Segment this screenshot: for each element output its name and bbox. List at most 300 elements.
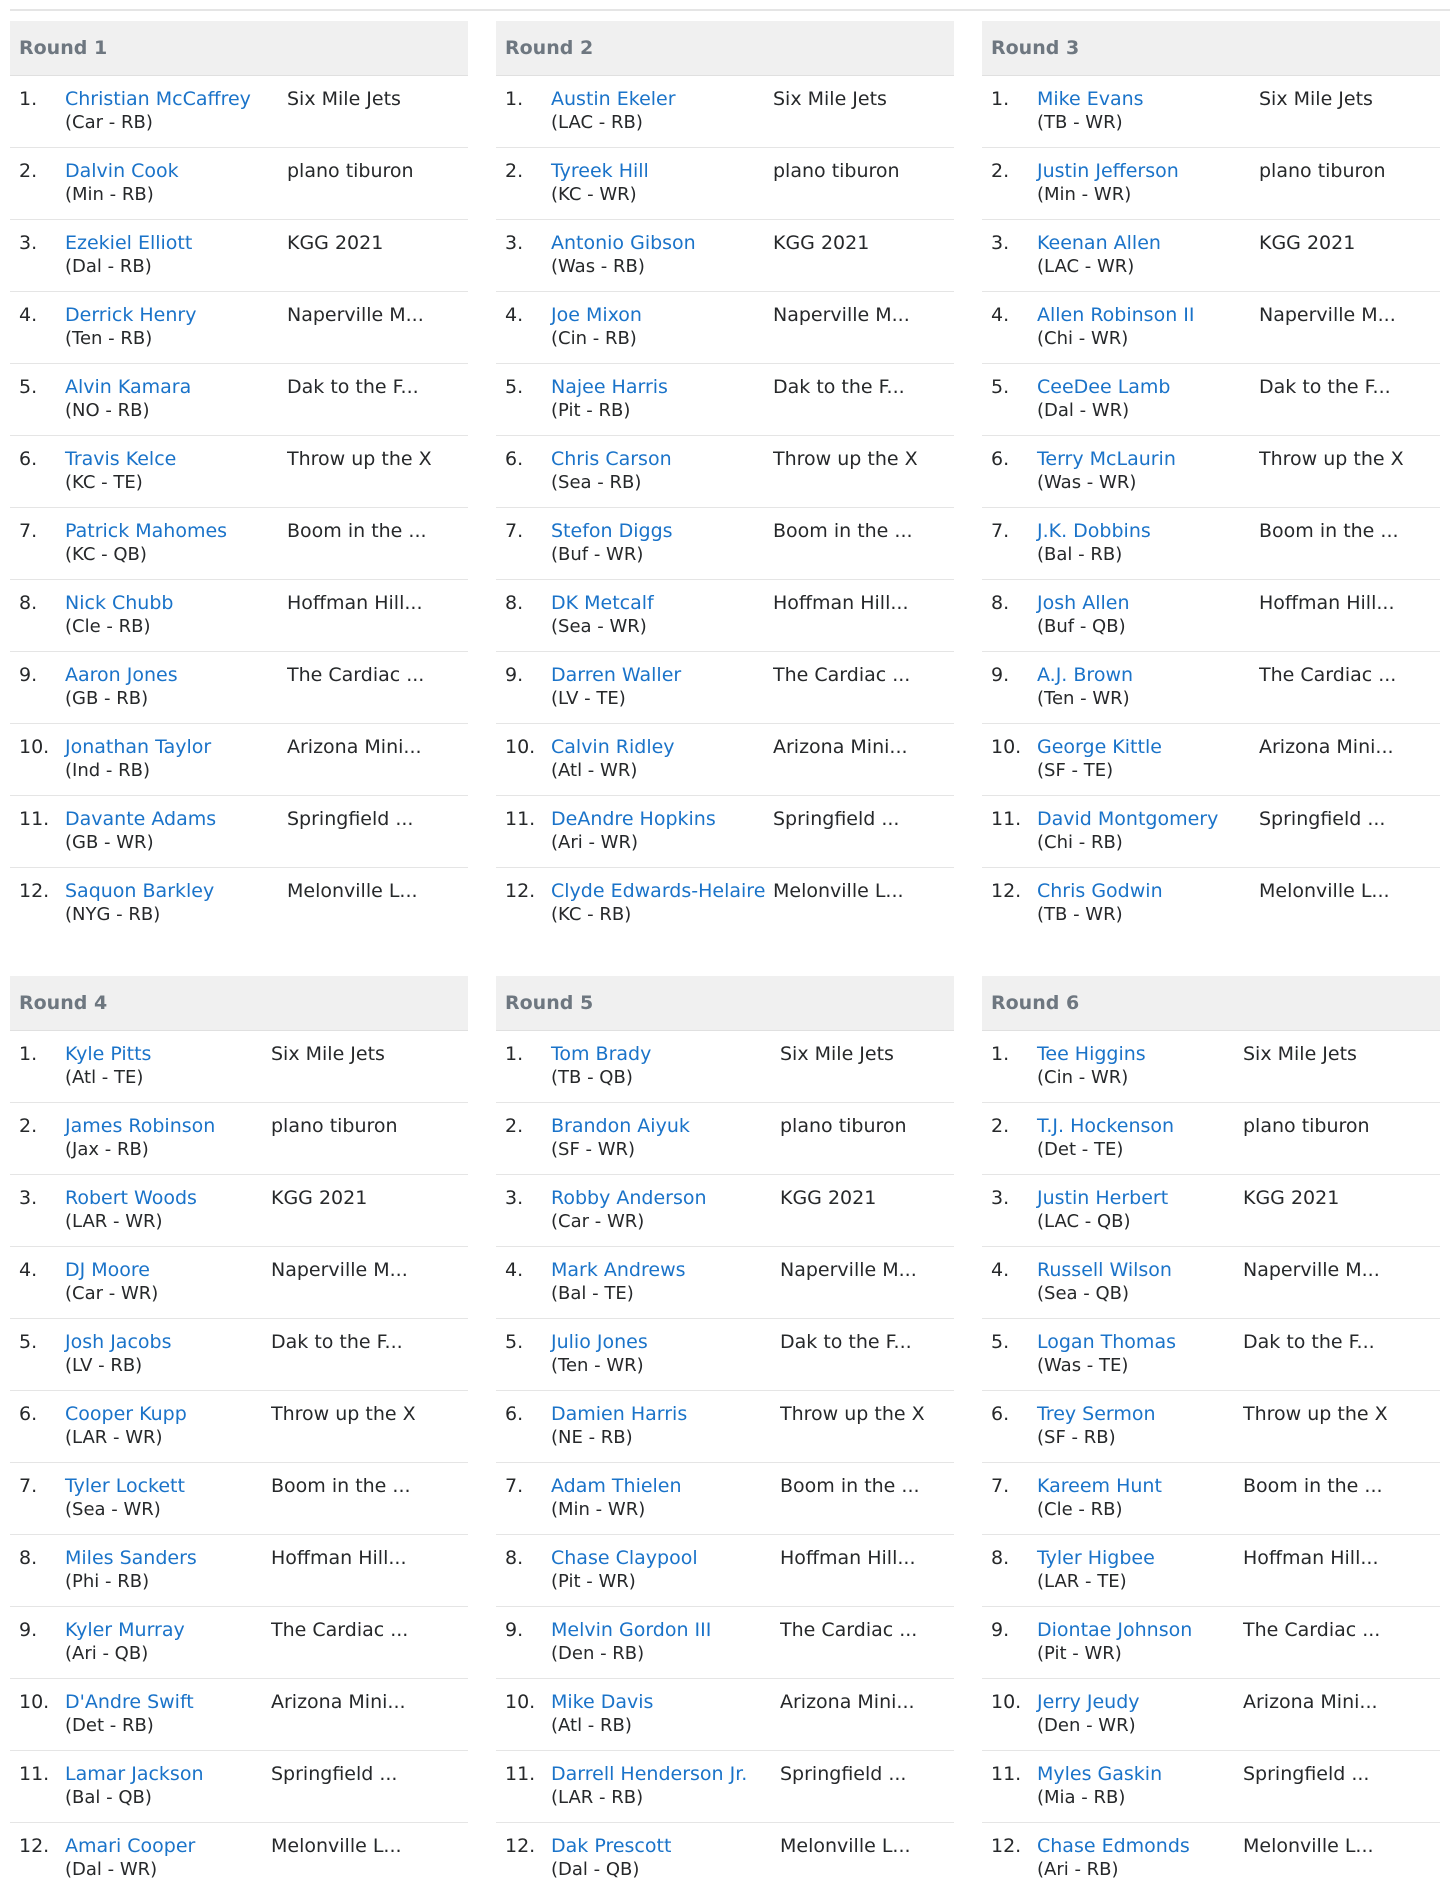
- player-team-position: (Ten - RB): [65, 328, 153, 349]
- player-cell: [1037, 1402, 1243, 1450]
- fantasy-team-name: Naperville M...: [773, 304, 910, 326]
- pick-row: [496, 220, 954, 292]
- pick-row: [982, 508, 1440, 580]
- player-cell: [1037, 1546, 1243, 1594]
- player-cell: [551, 1258, 780, 1306]
- fantasy-team-name: Six Mile Jets: [271, 1043, 385, 1065]
- fantasy-team-name: Melonville L...: [1259, 880, 1390, 902]
- player-name-link[interactable]: CeeDee Lamb: [1037, 376, 1171, 398]
- pick-row: [496, 652, 954, 724]
- pick-number: 3.: [19, 232, 38, 254]
- player-name-link[interactable]: David Montgomery: [1037, 808, 1219, 830]
- player-team-position: (Ari - RB): [1037, 1859, 1119, 1880]
- fantasy-team-name: Boom in the ...: [780, 1475, 920, 1497]
- pick-number: 7.: [19, 1475, 38, 1497]
- pick-row: [496, 724, 954, 796]
- player-name-link[interactable]: Jonathan Taylor: [65, 736, 212, 758]
- player-name-link[interactable]: Damien Harris: [551, 1403, 688, 1425]
- pick-number: 11.: [505, 808, 536, 830]
- fantasy-team-name: Arizona Mini...: [773, 736, 908, 758]
- player-team-position: (Pit - WR): [1037, 1643, 1122, 1664]
- player-cell: [551, 1546, 780, 1594]
- player-cell: [551, 447, 773, 495]
- pick-row: [982, 436, 1440, 508]
- player-name-link[interactable]: Chris Carson: [551, 448, 672, 470]
- pick-number: 7.: [991, 520, 1010, 542]
- player-team-position: (SF - TE): [1037, 760, 1114, 781]
- player-name-link[interactable]: Tyreek Hill: [551, 160, 649, 182]
- player-name-link[interactable]: Davante Adams: [65, 808, 217, 830]
- pick-number: 6.: [19, 448, 38, 470]
- fantasy-team-name: Dak to the F...: [271, 1331, 403, 1353]
- player-team-position: (Pit - WR): [551, 1571, 636, 1592]
- player-name-link[interactable]: Justin Jefferson: [1037, 160, 1179, 182]
- player-name-link[interactable]: Robby Anderson: [551, 1187, 707, 1209]
- player-cell: [551, 87, 773, 135]
- player-team-position: (Min - WR): [551, 1499, 646, 1520]
- pick-number: 1.: [19, 88, 38, 110]
- player-cell: [1037, 303, 1259, 351]
- fantasy-team-name: Springfield ...: [271, 1763, 398, 1785]
- player-cell: [65, 1402, 271, 1450]
- pick-row: [982, 1103, 1440, 1175]
- pick-row: [982, 1031, 1440, 1103]
- pick-number: 12.: [19, 880, 50, 902]
- fantasy-team-name: Hoffman Hill...: [287, 592, 423, 614]
- pick-number: 4.: [991, 1259, 1010, 1281]
- player-cell: [1037, 1186, 1243, 1234]
- player-team-position: (Car - WR): [65, 1283, 159, 1304]
- player-cell: [1037, 1618, 1243, 1666]
- pick-number: 8.: [19, 592, 38, 614]
- fantasy-team-name: plano tiburon: [773, 160, 900, 182]
- player-cell: [65, 87, 287, 135]
- player-cell: [65, 1546, 271, 1594]
- player-cell: [1037, 1330, 1243, 1378]
- pick-number: 5.: [505, 1331, 524, 1353]
- fantasy-team-name: Melonville L...: [780, 1835, 911, 1857]
- player-cell: [65, 447, 287, 495]
- pick-row: [982, 148, 1440, 220]
- pick-number: 10.: [19, 1691, 50, 1713]
- player-name-link[interactable]: Julio Jones: [551, 1331, 648, 1353]
- round-header: Round 3: [982, 21, 1440, 76]
- pick-list: [10, 1031, 468, 1895]
- player-team-position: (Chi - RB): [1037, 832, 1123, 853]
- pick-number: 12.: [19, 1835, 50, 1857]
- player-team-position: (Cle - RB): [65, 616, 151, 637]
- player-name-link[interactable]: Antonio Gibson: [551, 232, 696, 254]
- player-name-link[interactable]: Tyler Higbee: [1037, 1547, 1155, 1569]
- player-cell: [65, 1330, 271, 1378]
- player-team-position: (Jax - RB): [65, 1139, 149, 1160]
- pick-list: [982, 76, 1440, 940]
- fantasy-team-name: Throw up the X: [287, 448, 432, 470]
- player-name-link[interactable]: Tyler Lockett: [65, 1475, 185, 1497]
- pick-row: [496, 292, 954, 364]
- fantasy-team-name: Dak to the F...: [1259, 376, 1391, 398]
- pick-number: 1.: [991, 88, 1010, 110]
- pick-number: 3.: [991, 232, 1010, 254]
- pick-row: [10, 1823, 468, 1895]
- player-team-position: (Atl - RB): [551, 1715, 632, 1736]
- fantasy-team-name: Six Mile Jets: [773, 88, 887, 110]
- fantasy-team-name: Six Mile Jets: [287, 88, 401, 110]
- player-name-link[interactable]: Mike Evans: [1037, 88, 1144, 110]
- fantasy-team-name: Arizona Mini...: [1259, 736, 1394, 758]
- round-panel-1: [10, 21, 468, 940]
- pick-number: 11.: [991, 1763, 1022, 1785]
- round-header: Round 1: [10, 21, 468, 76]
- player-name-link[interactable]: Melvin Gordon III: [551, 1619, 712, 1641]
- fantasy-team-name: Six Mile Jets: [1243, 1043, 1357, 1065]
- pick-row: [496, 580, 954, 652]
- player-team-position: (LAC - QB): [1037, 1211, 1131, 1232]
- pick-number: 2.: [991, 1115, 1010, 1137]
- player-name-link[interactable]: DK Metcalf: [551, 592, 654, 614]
- player-team-position: (TB - QB): [551, 1067, 633, 1088]
- pick-list: [496, 1031, 954, 1895]
- pick-row: [496, 1103, 954, 1175]
- pick-row: [982, 1679, 1440, 1751]
- player-name-link[interactable]: Terry McLaurin: [1037, 448, 1176, 470]
- player-team-position: (NE - RB): [551, 1427, 633, 1448]
- fantasy-team-name: Hoffman Hill...: [1259, 592, 1395, 614]
- player-team-position: (SF - WR): [551, 1139, 636, 1160]
- player-name-link[interactable]: Dalvin Cook: [65, 160, 179, 182]
- player-team-position: (KC - WR): [551, 184, 637, 205]
- player-cell: [551, 375, 773, 423]
- player-name-link[interactable]: Russell Wilson: [1037, 1259, 1172, 1281]
- round-header: Round 2: [496, 21, 954, 76]
- fantasy-team-name: Boom in the ...: [287, 520, 427, 542]
- fantasy-team-name: Throw up the X: [1259, 448, 1404, 470]
- player-name-link[interactable]: Darrell Henderson Jr.: [551, 1763, 748, 1785]
- fantasy-team-name: Melonville L...: [1243, 1835, 1374, 1857]
- player-name-link[interactable]: Tee Higgins: [1037, 1043, 1146, 1065]
- player-cell: [1037, 879, 1259, 927]
- player-name-link[interactable]: Nick Chubb: [65, 592, 174, 614]
- fantasy-team-name: Hoffman Hill...: [1243, 1547, 1379, 1569]
- pick-row: [10, 436, 468, 508]
- player-name-link[interactable]: Miles Sanders: [65, 1547, 197, 1569]
- player-name-link[interactable]: Najee Harris: [551, 376, 668, 398]
- player-cell: [1037, 663, 1259, 711]
- pick-row: [982, 580, 1440, 652]
- player-team-position: (Den - WR): [1037, 1715, 1136, 1736]
- fantasy-team-name: Naperville M...: [1243, 1259, 1380, 1281]
- player-name-link[interactable]: Dak Prescott: [551, 1835, 672, 1857]
- pick-list: [982, 1031, 1440, 1895]
- pick-row: [982, 1823, 1440, 1895]
- player-name-link[interactable]: Keenan Allen: [1037, 232, 1161, 254]
- pick-list: [10, 76, 468, 940]
- player-name-link[interactable]: Jerry Jeudy: [1037, 1691, 1140, 1713]
- player-name-link[interactable]: Calvin Ridley: [551, 736, 675, 758]
- player-cell: [1037, 447, 1259, 495]
- player-name-link[interactable]: Allen Robinson II: [1037, 304, 1195, 326]
- player-team-position: (Bal - RB): [1037, 544, 1123, 565]
- player-name-link[interactable]: Mike Davis: [551, 1691, 654, 1713]
- player-name-link[interactable]: Aaron Jones: [65, 664, 178, 686]
- player-name-link[interactable]: Chase Claypool: [551, 1547, 698, 1569]
- player-name-link[interactable]: Ezekiel Elliott: [65, 232, 193, 254]
- pick-number: 10.: [991, 1691, 1022, 1713]
- pick-row: [982, 1607, 1440, 1679]
- pick-number: 2.: [19, 1115, 38, 1137]
- player-team-position: (KC - QB): [65, 544, 147, 565]
- player-team-position: (Dal - RB): [65, 256, 152, 277]
- player-name-link[interactable]: George Kittle: [1037, 736, 1162, 758]
- player-team-position: (KC - RB): [551, 904, 632, 925]
- pick-number: 2.: [991, 160, 1010, 182]
- player-name-link[interactable]: Derrick Henry: [65, 304, 197, 326]
- pick-number: 3.: [19, 1187, 38, 1209]
- pick-row: [10, 1319, 468, 1391]
- pick-number: 3.: [505, 1187, 524, 1209]
- fantasy-team-name: Dak to the F...: [773, 376, 905, 398]
- player-cell: [551, 1618, 780, 1666]
- player-name-link[interactable]: Josh Allen: [1037, 592, 1130, 614]
- player-cell: [1037, 1690, 1243, 1738]
- player-cell: [551, 663, 773, 711]
- pick-row: [10, 652, 468, 724]
- pick-list: [496, 76, 954, 940]
- fantasy-team-name: Throw up the X: [1243, 1403, 1388, 1425]
- player-team-position: (Atl - TE): [65, 1067, 144, 1088]
- player-cell: [551, 591, 773, 639]
- player-cell: [1037, 1042, 1243, 1090]
- player-cell: [551, 1690, 780, 1738]
- player-cell: [551, 1114, 780, 1162]
- pick-row: [496, 868, 954, 940]
- fantasy-team-name: KGG 2021: [287, 232, 384, 254]
- fantasy-team-name: Arizona Mini...: [287, 736, 422, 758]
- player-name-link[interactable]: Mark Andrews: [551, 1259, 686, 1281]
- player-name-link[interactable]: Travis Kelce: [65, 448, 177, 470]
- pick-row: [496, 1319, 954, 1391]
- player-name-link[interactable]: Alvin Kamara: [65, 376, 192, 398]
- player-team-position: (TB - WR): [1037, 112, 1123, 133]
- player-name-link[interactable]: Kyler Murray: [65, 1619, 185, 1641]
- player-name-link[interactable]: Joe Mixon: [551, 304, 642, 326]
- pick-number: 9.: [19, 1619, 38, 1641]
- player-name-link[interactable]: Darren Waller: [551, 664, 682, 686]
- player-name-link[interactable]: Chris Godwin: [1037, 880, 1163, 902]
- player-name-link[interactable]: Kyle Pitts: [65, 1043, 152, 1065]
- pick-row: [10, 580, 468, 652]
- player-cell: [551, 735, 773, 783]
- pick-row: [10, 1535, 468, 1607]
- player-name-link[interactable]: Josh Jacobs: [65, 1331, 172, 1353]
- fantasy-team-name: The Cardiac ...: [271, 1619, 409, 1641]
- player-name-link[interactable]: Patrick Mahomes: [65, 520, 228, 542]
- player-name-link[interactable]: Clyde Edwards-Helaire: [551, 880, 766, 902]
- pick-number: 6.: [505, 1403, 524, 1425]
- pick-row: [496, 364, 954, 436]
- player-team-position: (Cin - WR): [1037, 1067, 1129, 1088]
- player-name-link[interactable]: Justin Herbert: [1037, 1187, 1169, 1209]
- player-name-link[interactable]: Cooper Kupp: [65, 1403, 187, 1425]
- pick-number: 12.: [991, 880, 1022, 902]
- player-team-position: (Sea - QB): [1037, 1283, 1130, 1304]
- pick-number: 5.: [19, 1331, 38, 1353]
- pick-number: 10.: [505, 1691, 536, 1713]
- fantasy-team-name: Springfield ...: [1259, 808, 1386, 830]
- player-name-link[interactable]: J.K. Dobbins: [1037, 520, 1151, 542]
- fantasy-team-name: Naperville M...: [271, 1259, 408, 1281]
- player-cell: [551, 1474, 780, 1522]
- fantasy-team-name: Dak to the F...: [780, 1331, 912, 1353]
- player-name-link[interactable]: Stefon Diggs: [551, 520, 673, 542]
- pick-row: [496, 1607, 954, 1679]
- player-name-link[interactable]: Kareem Hunt: [1037, 1475, 1162, 1497]
- fantasy-team-name: Melonville L...: [287, 880, 418, 902]
- player-team-position: (KC - TE): [65, 472, 143, 493]
- player-name-link[interactable]: Austin Ekeler: [551, 88, 676, 110]
- player-cell: [1037, 1114, 1243, 1162]
- player-cell: [1037, 807, 1259, 855]
- round-panel-6: [982, 976, 1440, 1895]
- round-panel-4: [10, 976, 468, 1895]
- pick-number: 8.: [991, 1547, 1010, 1569]
- pick-number: 10.: [991, 736, 1022, 758]
- player-team-position: (Ten - WR): [1037, 688, 1130, 709]
- player-name-link[interactable]: Saquon Barkley: [65, 880, 215, 902]
- player-cell: [551, 1762, 780, 1810]
- player-name-link[interactable]: Robert Woods: [65, 1187, 197, 1209]
- player-name-link[interactable]: Lamar Jackson: [65, 1763, 204, 1785]
- player-cell: [1037, 1762, 1243, 1810]
- player-cell: [65, 519, 287, 567]
- player-team-position: (Chi - WR): [1037, 328, 1129, 349]
- pick-number: 8.: [505, 592, 524, 614]
- pick-row: [10, 76, 468, 148]
- player-name-link[interactable]: T.J. Hockenson: [1037, 1115, 1175, 1137]
- fantasy-team-name: Arizona Mini...: [271, 1691, 406, 1713]
- pick-row: [496, 1031, 954, 1103]
- fantasy-team-name: The Cardiac ...: [1243, 1619, 1381, 1641]
- fantasy-team-name: plano tiburon: [287, 160, 414, 182]
- fantasy-team-name: Dak to the F...: [1243, 1331, 1375, 1353]
- player-cell: [551, 879, 773, 927]
- fantasy-team-name: The Cardiac ...: [1259, 664, 1397, 686]
- pick-row: [982, 1247, 1440, 1319]
- player-team-position: (Pit - RB): [551, 400, 631, 421]
- pick-row: [10, 1607, 468, 1679]
- fantasy-team-name: KGG 2021: [1259, 232, 1356, 254]
- player-cell: [65, 1762, 271, 1810]
- pick-number: 6.: [991, 448, 1010, 470]
- fantasy-team-name: Arizona Mini...: [780, 1691, 915, 1713]
- player-team-position: (LV - RB): [65, 1355, 143, 1376]
- fantasy-team-name: plano tiburon: [271, 1115, 398, 1137]
- pick-row: [10, 1247, 468, 1319]
- player-cell: [65, 1258, 271, 1306]
- player-cell: [551, 519, 773, 567]
- player-cell: [65, 303, 287, 351]
- top-divider: [10, 9, 1450, 11]
- player-team-position: (Ind - RB): [65, 760, 150, 781]
- pick-row: [496, 796, 954, 868]
- pick-row: [10, 1679, 468, 1751]
- player-team-position: (Ten - WR): [551, 1355, 644, 1376]
- pick-row: [496, 1823, 954, 1895]
- player-name-link[interactable]: Diontae Johnson: [1037, 1619, 1193, 1641]
- player-team-position: (LAR - RB): [551, 1787, 644, 1808]
- fantasy-team-name: Melonville L...: [271, 1835, 402, 1857]
- player-name-link[interactable]: Brandon Aiyuk: [551, 1115, 690, 1137]
- pick-number: 7.: [991, 1475, 1010, 1497]
- player-team-position: (Cle - RB): [1037, 1499, 1123, 1520]
- player-name-link[interactable]: DJ Moore: [65, 1259, 150, 1281]
- pick-number: 9.: [19, 664, 38, 686]
- player-name-link[interactable]: Adam Thielen: [551, 1475, 682, 1497]
- player-team-position: (LAR - TE): [1037, 1571, 1127, 1592]
- fantasy-team-name: Boom in the ...: [271, 1475, 411, 1497]
- pick-number: 10.: [19, 736, 50, 758]
- fantasy-team-name: Springfield ...: [773, 808, 900, 830]
- pick-number: 4.: [991, 304, 1010, 326]
- player-name-link[interactable]: Myles Gaskin: [1037, 1763, 1163, 1785]
- fantasy-team-name: Six Mile Jets: [1259, 88, 1373, 110]
- player-cell: [65, 807, 287, 855]
- pick-row: [10, 508, 468, 580]
- player-name-link[interactable]: James Robinson: [65, 1115, 216, 1137]
- player-team-position: (Was - WR): [1037, 472, 1137, 493]
- pick-row: [10, 1103, 468, 1175]
- pick-row: [982, 76, 1440, 148]
- player-name-link[interactable]: Logan Thomas: [1037, 1331, 1176, 1353]
- fantasy-team-name: KGG 2021: [773, 232, 870, 254]
- player-name-link[interactable]: Amari Cooper: [65, 1835, 196, 1857]
- pick-number: 7.: [505, 1475, 524, 1497]
- player-cell: [551, 231, 773, 279]
- player-cell: [65, 1690, 271, 1738]
- fantasy-team-name: Springfield ...: [287, 808, 414, 830]
- player-team-position: (Buf - WR): [551, 544, 644, 565]
- pick-number: 1.: [505, 1043, 524, 1065]
- fantasy-team-name: Springfield ...: [780, 1763, 907, 1785]
- player-team-position: (Min - WR): [1037, 184, 1132, 205]
- player-team-position: (LAC - RB): [551, 112, 643, 133]
- player-cell: [1037, 735, 1259, 783]
- pick-number: 5.: [991, 376, 1010, 398]
- pick-number: 11.: [991, 808, 1022, 830]
- player-cell: [551, 159, 773, 207]
- player-team-position: (Dal - QB): [551, 1859, 640, 1880]
- player-name-link[interactable]: Chase Edmonds: [1037, 1835, 1190, 1857]
- player-team-position: (Ari - QB): [65, 1643, 149, 1664]
- pick-row: [496, 1679, 954, 1751]
- player-team-position: (SF - RB): [1037, 1427, 1116, 1448]
- fantasy-team-name: The Cardiac ...: [773, 664, 911, 686]
- player-cell: [1037, 1474, 1243, 1522]
- pick-number: 11.: [19, 808, 50, 830]
- player-team-position: (Was - TE): [1037, 1355, 1129, 1376]
- player-name-link[interactable]: Trey Sermon: [1037, 1403, 1156, 1425]
- pick-number: 12.: [505, 1835, 536, 1857]
- player-team-position: (Sea - WR): [551, 616, 647, 637]
- player-name-link[interactable]: Tom Brady: [551, 1043, 652, 1065]
- player-name-link[interactable]: A.J. Brown: [1037, 664, 1134, 686]
- pick-row: [10, 1031, 468, 1103]
- round-panel-5: [496, 976, 954, 1895]
- player-name-link[interactable]: D'Andre Swift: [65, 1691, 194, 1713]
- pick-number: 12.: [991, 1835, 1022, 1857]
- player-name-link[interactable]: Christian McCaffrey: [65, 88, 251, 110]
- player-name-link[interactable]: DeAndre Hopkins: [551, 808, 716, 830]
